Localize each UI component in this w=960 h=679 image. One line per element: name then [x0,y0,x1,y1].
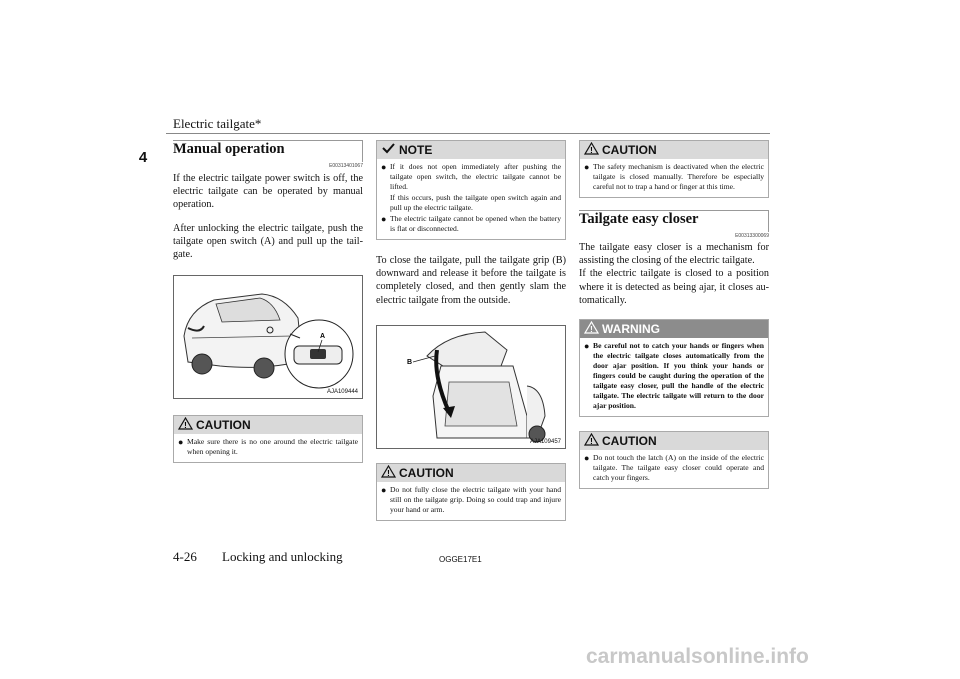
caution-body [377,482,565,520]
paragraph: If the electric tailgate power switch is off, the electric tailgate can be operated by manual operation. [173,173,363,211]
figure-code: AJA109457 [529,438,561,445]
note-box [376,140,566,240]
figure-tailgate-grip [376,325,566,449]
warning-triangle-icon [178,417,193,433]
warning-triangle-icon [584,433,599,449]
list-item: ● Do not touch the latch (A) on the inside of the electric tailgate. The tailgate easy closer could operate and catch your fingers. [584,453,764,483]
section-heading-manual-operation: Manual operation [173,140,363,162]
paragraph: To close the tailgate, pull the tailgate grip (B) downward and release it before the tailgate is completely closed, and then gently slam the electric tailgate from the outside. [376,255,566,306]
running-header: Electric tailgate* [173,116,262,131]
page-number: 4-26 [173,549,197,564]
warning-triangle-icon [584,142,599,158]
column-right [579,140,769,489]
bullet-icon: ● [381,214,387,224]
bullet-icon: ● [381,162,387,172]
bullet-icon: ● [381,484,387,495]
svg-text:!: ! [590,325,593,335]
svg-text:!: ! [184,421,187,431]
footer-section-title: Locking and unlocking [222,549,343,564]
list-item: ● Do not fully close the electric tailgate with your hand still on the tailgate grip. Doing so could trap and injure your hand or arm. [381,484,561,514]
caution-title: CAUTION [602,434,657,449]
caution-title: CAUTION [602,143,657,157]
caution-box [376,463,566,521]
caution-header [580,141,768,159]
note-header [377,141,565,159]
list-item: ● Be careful not to catch your hands or fingers when the electric tailgate closes automatically from the door ajar position. If you think your hands or fingers could be caught during the operation of the tailgate easy closer, pull the handle of the electric tailgate. The electric tailgate will return to the door ajar position. [584,341,764,411]
bullet-icon: ● [584,162,590,172]
section-heading-tailgate-easy-closer: Tailgate easy closer [579,210,769,232]
warning-box [579,319,769,417]
svg-text:!: ! [387,468,390,478]
column-left [173,140,363,463]
chapter-tab: 4 [138,149,148,166]
list-item: ● The safety mechanism is deactivated when the electric tailgate is closed manually. Therefore be especially careful not to trap a hand or finger at this time. [584,162,764,191]
column-middle [376,140,566,521]
list-item: ● If it does not open immediately after pushing the tailgate open switch, the electric tailgate cannot be lifted. [381,162,561,191]
figure-code: AJA109444 [326,389,358,396]
caution-body [580,159,768,197]
section-code: E00313300069 [735,233,769,239]
warning-header [580,320,768,338]
caution-body [580,450,768,488]
paragraph: The tailgate easy closer is a mechanism for assisting the closing of the electric tailgate. [579,242,769,267]
car-rear-illustration [174,276,363,399]
caution-header [174,416,362,434]
warning-triangle-icon [584,321,599,337]
note-body [377,159,565,239]
warning-body [580,338,768,416]
watermark: carmanualsonline.info [586,645,809,668]
figure-tailgate-open-switch [173,275,363,399]
caution-header [580,432,768,450]
caution-box [579,140,769,198]
paragraph: After unlocking the electric tailgate, push the tailgate open switch (A) and pull up the tailgate. [173,222,363,261]
note-title: NOTE [399,143,433,157]
caution-box [579,431,769,489]
check-icon [381,142,396,158]
svg-text:!: ! [590,146,593,155]
bullet-icon: ● [178,437,184,448]
header-rule [166,133,770,134]
warning-triangle-icon [381,465,396,481]
document-code: OGGE17E1 [439,555,482,564]
caution-box [173,415,363,463]
section-code: E00313401067 [329,163,363,169]
svg-text:!: ! [590,437,593,447]
label-a: A [320,333,326,341]
paragraph: If the electric tailgate is closed to a position where it is detected as being ajar, it closes automatically. [579,268,769,306]
caution-body [174,434,362,462]
open-tailgate-illustration [377,326,566,449]
label-b: B [407,358,413,366]
caution-header [377,464,565,482]
list-item-continuation: If this occurs, push the tailgate open switch again and pull up the electric tailgate. [390,193,561,212]
warning-title: WARNING [602,322,660,337]
list-item: ● The electric tailgate cannot be opened when the battery is flat or disconnected. [381,214,561,233]
caution-title: CAUTION [196,418,251,433]
caution-title: CAUTION [399,465,454,480]
bullet-icon: ● [584,341,590,352]
bullet-icon: ● [584,453,590,464]
list-item: ● Make sure there is no one around the electric tailgate when opening it. [178,437,358,457]
